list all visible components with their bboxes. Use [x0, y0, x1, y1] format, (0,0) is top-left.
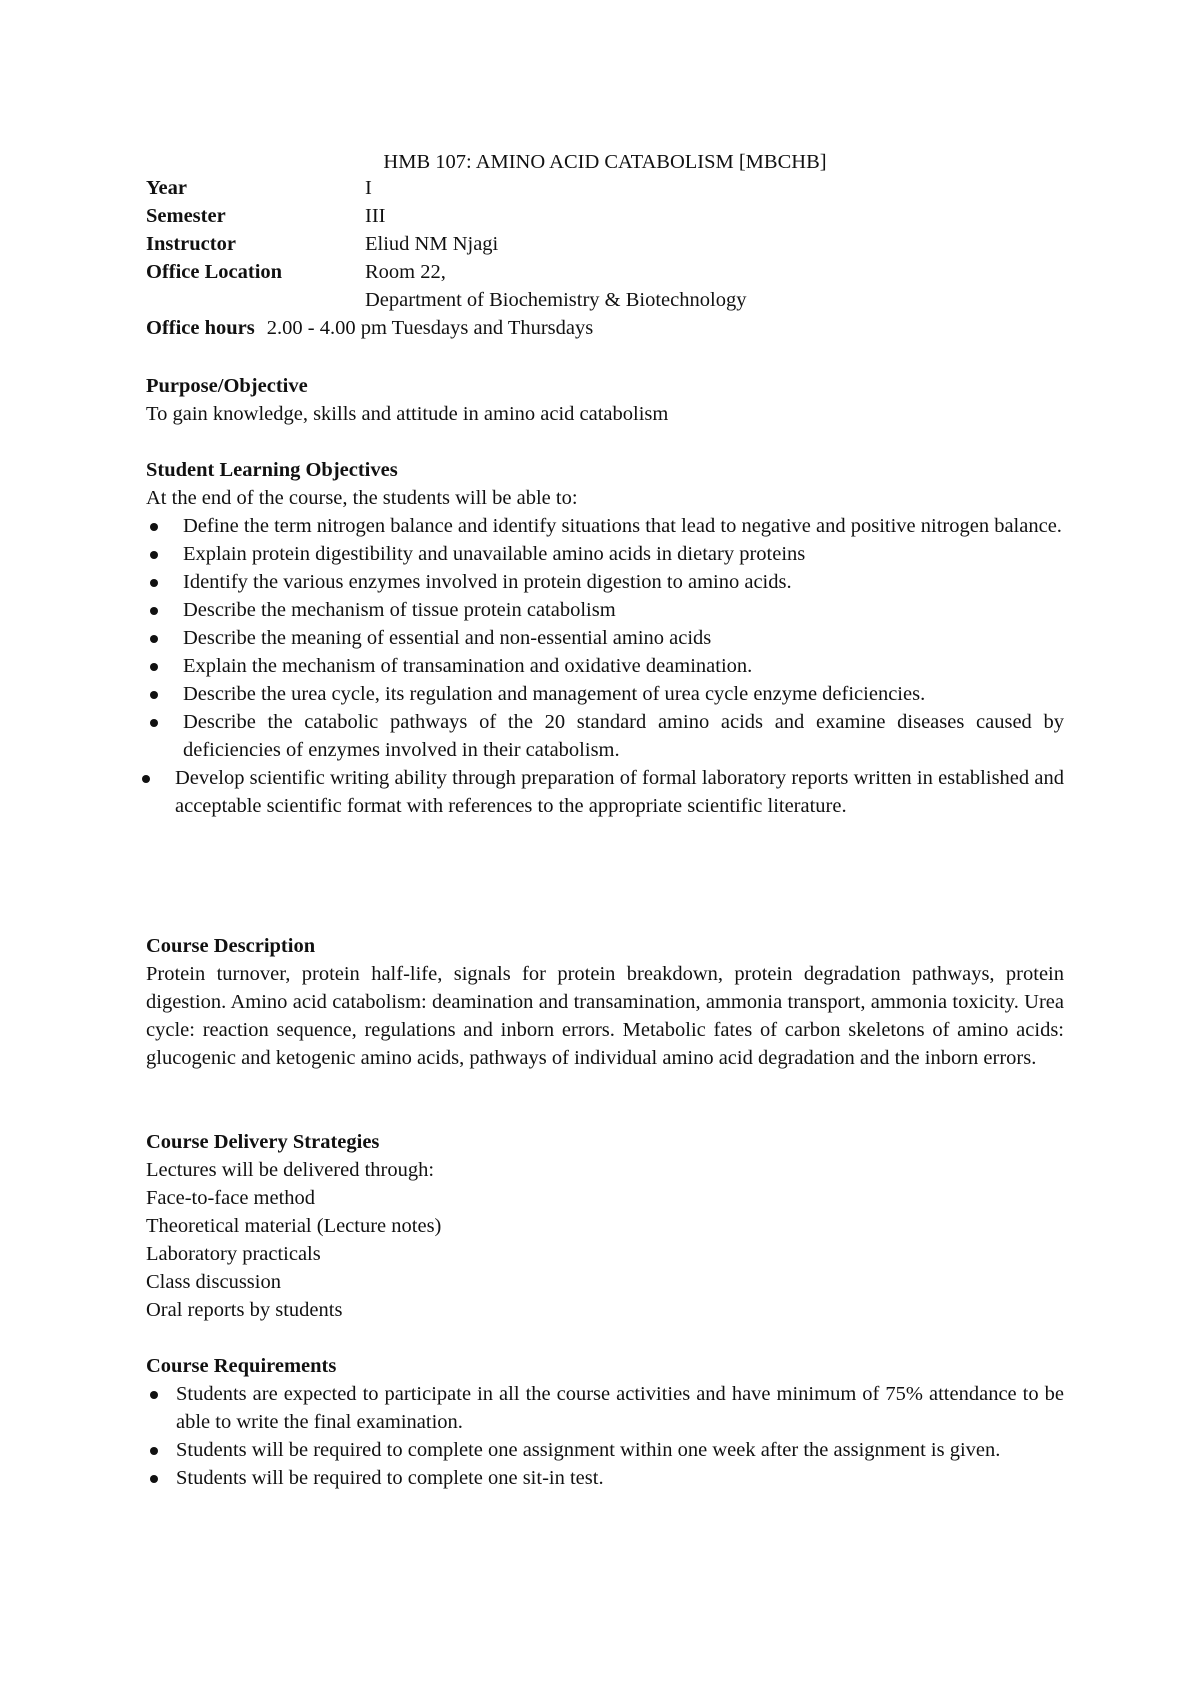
delivery-line: Laboratory practicals: [146, 1243, 321, 1265]
objectives-intro: At the end of the course, the students will be able to:: [146, 487, 578, 509]
document-title: HMB 107: AMINO ACID CATABOLISM [MBCHB]: [383, 151, 827, 173]
meta-office-location: [146, 258, 746, 286]
list-item: Students will be required to complete one assignment within one week after the assignment is given.: [146, 1436, 1064, 1464]
requirements-section: [146, 1352, 1064, 1492]
description-heading: Course Description: [146, 935, 316, 957]
list-item: Students are expected to participate in all the course activities and have minimum of 75% attendance to be able to write the final examination.: [146, 1380, 1064, 1436]
list-item: Define the term nitrogen balance and identify situations that lead to negative and positive nitrogen balance.: [146, 512, 1064, 540]
meta-year: [146, 174, 746, 202]
delivery-line: Lectures will be delivered through:: [146, 1159, 435, 1181]
purpose-section: [146, 372, 1064, 428]
description-section: [146, 932, 1064, 1072]
list-item: Students will be required to complete one sit-in test.: [146, 1464, 1064, 1492]
meta-instructor-value: Eliud NM Njagi: [365, 233, 499, 255]
list-item: Identify the various enzymes involved in protein digestion to amino acids.: [146, 568, 1064, 596]
meta-office-hours-label: Office hours: [146, 317, 255, 339]
course-meta: [146, 174, 746, 342]
delivery-line: Class discussion: [146, 1271, 281, 1293]
delivery-line: Theoretical material (Lecture notes): [146, 1215, 442, 1237]
objectives-heading: Student Learning Objectives: [146, 459, 398, 481]
list-item: Develop scientific writing ability through preparation of formal laboratory reports written in established and acceptable scientific format with references to the appropriate scientific literature.: [138, 764, 1064, 820]
delivery-section: [146, 1128, 1064, 1324]
objectives-list: [146, 512, 1064, 820]
objectives-section: [146, 456, 1064, 820]
delivery-heading: Course Delivery Strategies: [146, 1131, 380, 1153]
meta-office-hours-value: 2.00 - 4.00 pm Tuesdays and Thursdays: [266, 317, 594, 339]
list-item: Explain the mechanism of transamination and oxidative deamination.: [146, 652, 1064, 680]
meta-instructor-label: Instructor: [146, 233, 236, 255]
meta-semester: [146, 202, 746, 230]
description-text: Protein turnover, protein half-life, signals for protein breakdown, protein degradation pathways, protein digestion. Amino acid catabolism: deamination and transamination, ammonia transport, ammonia toxicity. Urea cycle: reaction sequence, regulations and inborn errors. Metabolic fates of carbon skeletons of amino acids: glucogenic and ketogenic amino acids, pathways of individual amino acid degradation and the inborn errors.: [146, 963, 1064, 1069]
list-item: Describe the mechanism of tissue protein catabolism: [146, 596, 1064, 624]
list-item: Describe the meaning of essential and non-essential amino acids: [146, 624, 1064, 652]
meta-office-hours: [146, 314, 746, 342]
meta-office-location-line2: Department of Biochemistry & Biotechnology: [365, 289, 747, 311]
meta-semester-value: III: [365, 205, 386, 227]
requirements-list: [146, 1380, 1064, 1492]
meta-office-location-line1: Room 22,: [365, 261, 446, 283]
purpose-heading: Purpose/Objective: [146, 375, 308, 397]
meta-office-location-label: Office Location: [146, 261, 283, 283]
meta-instructor: [146, 230, 746, 258]
list-item: Explain protein digestibility and unavailable amino acids in dietary proteins: [146, 540, 1064, 568]
list-item: Describe the urea cycle, its regulation and management of urea cycle enzyme deficiencies.: [146, 680, 1064, 708]
meta-semester-label: Semester: [146, 205, 226, 227]
delivery-line: Oral reports by students: [146, 1299, 343, 1321]
list-item: Describe the catabolic pathways of the 20 standard amino acids and examine diseases caused by deficiencies of enzymes involved in their catabolism.: [146, 708, 1064, 764]
purpose-text: To gain knowledge, skills and attitude in amino acid catabolism: [146, 403, 669, 425]
meta-year-value: I: [365, 177, 372, 199]
requirements-heading: Course Requirements: [146, 1355, 337, 1377]
delivery-line: Face-to-face method: [146, 1187, 316, 1209]
meta-year-label: Year: [146, 177, 187, 199]
delivery-lines: [146, 1156, 1064, 1324]
meta-office-location-cont: [146, 286, 746, 314]
